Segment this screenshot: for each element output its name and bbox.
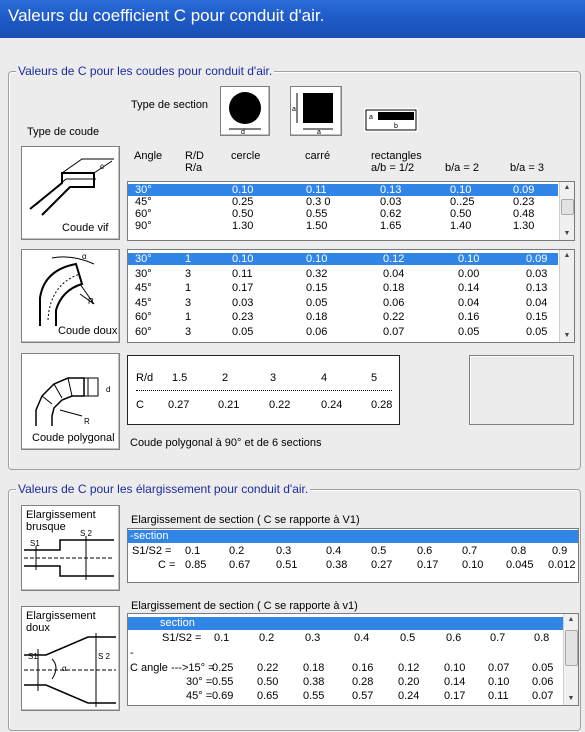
table-cell: 0.4 bbox=[354, 632, 370, 644]
table-cell: 0.38 bbox=[303, 676, 325, 688]
brusque-label-line1: Elargissement bbox=[26, 509, 96, 521]
elargissement-legend: Valeurs de C pour les élargissement pour conduit d'air. bbox=[18, 482, 309, 496]
table-cell: 0.10 bbox=[488, 676, 510, 688]
coude-vif-icon bbox=[22, 147, 117, 217]
table-cell: 1 bbox=[185, 282, 192, 294]
table-cell: 0.3 bbox=[276, 545, 292, 557]
doux-dash-row[interactable] bbox=[128, 647, 578, 659]
polygonal-note: Coude polygonal à 90° et de 6 sections bbox=[130, 437, 322, 449]
row-label: 30° = bbox=[186, 676, 213, 688]
table-cell: 0.03 bbox=[526, 267, 548, 280]
polygonal-values-box bbox=[127, 355, 400, 425]
table-cell: 0.11 bbox=[306, 184, 327, 196]
table-cell: 0.13 bbox=[380, 184, 402, 196]
doux-s1-label: S1 bbox=[28, 652, 38, 661]
table-cell: 3 bbox=[185, 325, 192, 338]
scroll-up-icon[interactable]: ▲ bbox=[563, 184, 571, 191]
table-cell: 0.55 bbox=[306, 208, 328, 220]
section-rect-button[interactable] bbox=[364, 108, 418, 132]
coude-polygonal-label: Coude polygonal bbox=[32, 432, 115, 444]
table-row[interactable] bbox=[128, 326, 558, 338]
brusque-header-row[interactable] bbox=[128, 530, 578, 543]
table-cell: 0.25 bbox=[212, 662, 234, 674]
table-row[interactable] bbox=[128, 662, 578, 675]
coude-doux-button[interactable] bbox=[21, 249, 120, 343]
table-cell: 0.69 bbox=[212, 690, 234, 702]
table-cell: 0.10 bbox=[450, 184, 472, 196]
table-cell: 0.85 bbox=[185, 559, 207, 571]
doux-list[interactable] bbox=[127, 613, 579, 706]
table-cell: 1.30 bbox=[513, 220, 535, 232]
section-circle-button[interactable] bbox=[220, 86, 270, 136]
table-cell: 0.06 bbox=[306, 325, 328, 338]
brusque-s1-label: S1 bbox=[30, 539, 40, 548]
doux-scrollbar[interactable] bbox=[559, 250, 574, 342]
header-angle: Angle bbox=[134, 150, 163, 162]
coude-vif-c-label: c bbox=[100, 162, 104, 171]
header-ba3: b/a = 3 bbox=[510, 162, 544, 174]
brusque-list[interactable] bbox=[127, 528, 579, 583]
table-cell: 1.40 bbox=[450, 220, 472, 232]
table-cell: 0.1 bbox=[185, 545, 201, 557]
table-cell: 1.30 bbox=[232, 220, 254, 232]
table-cell: 3 bbox=[185, 267, 192, 280]
table-cell: 0.10 bbox=[232, 253, 254, 265]
header-ab: a/b = 1/2 bbox=[371, 162, 415, 174]
table-cell: 0.57 bbox=[352, 690, 374, 702]
table-cell: 1 bbox=[185, 253, 192, 265]
table-cell: 0.15 bbox=[526, 311, 548, 323]
table-cell: 0.50 bbox=[232, 208, 254, 220]
table-cell: 0.50 bbox=[257, 676, 279, 688]
coude-doux-alpha-label: α bbox=[82, 252, 87, 261]
table-cell: 3 bbox=[185, 296, 192, 309]
table-cell: 0.48 bbox=[513, 208, 535, 220]
table-cell: 0.10 bbox=[306, 253, 328, 265]
table-cell: 0.28 bbox=[352, 676, 374, 688]
table-row[interactable] bbox=[128, 253, 558, 265]
table-cell: 30° bbox=[135, 267, 152, 280]
table-cell: 60° bbox=[135, 311, 152, 323]
rect-a-label: a bbox=[369, 114, 373, 121]
elargissement-doux-button[interactable] bbox=[21, 606, 120, 711]
table-cell: 0.03 bbox=[232, 296, 254, 309]
polygonal-c-value: 0.22 bbox=[269, 399, 291, 411]
table-cell: 0.22 bbox=[257, 662, 279, 674]
table-row[interactable] bbox=[128, 690, 578, 703]
rectangle-section-icon bbox=[364, 108, 418, 132]
table-cell: 0.7 bbox=[462, 545, 478, 557]
circle-d-label: d bbox=[241, 129, 245, 135]
polygonal-c-value: 0.28 bbox=[371, 399, 393, 411]
doux-dash: - bbox=[130, 647, 134, 659]
polygonal-c-value: 0.24 bbox=[321, 399, 343, 411]
table-cell: 0.23 bbox=[513, 196, 535, 208]
table-cell: 0.14 bbox=[458, 282, 480, 294]
table-row[interactable] bbox=[128, 297, 558, 309]
table-cell: 0.7 bbox=[490, 632, 506, 644]
table-cell: 0.3 bbox=[305, 632, 321, 644]
table-cell: 0.67 bbox=[229, 559, 251, 571]
polygonal-rd-label: R/d bbox=[136, 372, 154, 384]
table-cell: 0.22 bbox=[383, 311, 405, 323]
table-cell: 0.3 0 bbox=[306, 196, 331, 208]
table-cell: 0.05 bbox=[526, 325, 548, 338]
header-cercle: cercle bbox=[231, 150, 261, 162]
header-rd: R/D bbox=[185, 150, 204, 162]
table-cell: 60° bbox=[135, 325, 152, 338]
doux-s-label: S1/S2 = bbox=[162, 632, 202, 644]
table-cell: 0.04 bbox=[526, 296, 548, 309]
table-cell: 60° bbox=[135, 208, 152, 220]
vif-header bbox=[127, 146, 573, 182]
table-cell: 0.1 bbox=[214, 632, 230, 644]
table-cell: 0.50 bbox=[450, 208, 472, 220]
square-a-label-1: a bbox=[292, 106, 296, 113]
coude-doux-r-label: R bbox=[88, 297, 94, 306]
square-section-icon bbox=[291, 87, 341, 135]
table-cell: 0.6 bbox=[417, 545, 433, 557]
table-row[interactable] bbox=[128, 208, 558, 220]
table-cell: 0.5 bbox=[371, 545, 387, 557]
table-cell: 0.20 bbox=[398, 676, 420, 688]
scroll-down-icon[interactable]: ▼ bbox=[567, 695, 575, 702]
polygonal-rd-value: 1.5 bbox=[172, 372, 188, 384]
table-cell: 0.16 bbox=[458, 311, 480, 323]
scroll-thumb[interactable] bbox=[561, 199, 574, 215]
table-cell: 0.012 bbox=[548, 559, 576, 571]
table-cell: 0.12 bbox=[398, 662, 420, 674]
table-cell: 0.18 bbox=[306, 311, 328, 323]
square-a-label-2: a bbox=[317, 129, 321, 135]
table-cell: 0.10 bbox=[462, 559, 484, 571]
table-cell: 0.07 bbox=[488, 662, 510, 674]
table-cell: 0.14 bbox=[444, 676, 466, 688]
coudes-legend: Valeurs de C pour les coudes pour conduit d'air. bbox=[18, 64, 273, 78]
brusque-c-label: C = bbox=[158, 559, 176, 571]
table-cell: 0.04 bbox=[458, 296, 480, 309]
table-cell: 0.11 bbox=[232, 267, 253, 280]
table-row[interactable] bbox=[128, 676, 578, 689]
table-cell: 0.2 bbox=[229, 545, 245, 557]
table-cell: 0.03 bbox=[380, 196, 402, 208]
coude-vif-label: Coude vif bbox=[62, 222, 109, 234]
doux-elarg-scrollbar[interactable] bbox=[563, 614, 578, 705]
table-cell: 0.55 bbox=[303, 690, 325, 702]
table-cell: 0.8 bbox=[511, 545, 527, 557]
header-rectangles: rectangles bbox=[371, 150, 422, 162]
header-ra: R/a bbox=[185, 162, 203, 174]
table-cell: 90° bbox=[135, 220, 152, 232]
table-cell: 0.17 bbox=[417, 559, 439, 571]
table-cell: 0..25 bbox=[450, 196, 475, 208]
polygonal-r-label: R bbox=[84, 417, 90, 426]
circle-section-icon bbox=[221, 87, 269, 135]
table-cell: 0.6 bbox=[446, 632, 462, 644]
type-section-label: Type de section bbox=[131, 99, 209, 111]
doux-alpha-label: α bbox=[62, 664, 67, 673]
table-cell: 0.38 bbox=[326, 559, 348, 571]
polygonal-rd-value: 4 bbox=[321, 372, 328, 384]
table-cell: 0.18 bbox=[303, 662, 325, 674]
table-cell: 0.09 bbox=[526, 253, 548, 265]
section-square-button[interactable] bbox=[290, 86, 342, 136]
scroll-up-icon[interactable]: ▲ bbox=[567, 616, 575, 623]
polygonal-rd-value: 2 bbox=[222, 372, 229, 384]
table-cell: 0.23 bbox=[232, 311, 254, 323]
table-cell: 0.16 bbox=[352, 662, 374, 674]
coude-vif-button[interactable] bbox=[21, 146, 120, 240]
brusque-s-label: S1/S2 = bbox=[132, 545, 172, 557]
polygonal-c-label: C bbox=[136, 399, 144, 411]
table-row[interactable] bbox=[128, 282, 558, 294]
elargissement-doux-icon bbox=[22, 607, 117, 708]
coude-polygonal-button[interactable] bbox=[21, 353, 120, 450]
table-cell: 0.06 bbox=[532, 676, 554, 688]
table-cell: 0.045 bbox=[506, 559, 534, 571]
row-label: C angle --->15° = bbox=[130, 662, 215, 674]
table-cell: 30° bbox=[135, 253, 152, 265]
brusque-caption: Elargissement de section ( C se rapporte à V1) bbox=[131, 514, 360, 526]
table-row[interactable] bbox=[128, 311, 558, 323]
table-cell: 0.05 bbox=[306, 296, 328, 309]
table-cell: 0.24 bbox=[398, 690, 420, 702]
table-cell: 0.51 bbox=[276, 559, 298, 571]
scroll-up-icon[interactable]: ▲ bbox=[563, 252, 571, 259]
table-cell: 0.09 bbox=[513, 184, 535, 196]
table-row[interactable] bbox=[128, 268, 558, 280]
table-cell: 0.62 bbox=[380, 208, 402, 220]
vif-scrollbar[interactable] bbox=[559, 182, 574, 240]
coude-vif-list[interactable] bbox=[127, 181, 575, 241]
table-cell: 0.17 bbox=[444, 690, 466, 702]
table-row[interactable] bbox=[128, 184, 558, 196]
doux-header: section bbox=[160, 617, 195, 629]
brusque-s-row[interactable] bbox=[128, 545, 578, 559]
table-cell: 1 bbox=[185, 311, 192, 323]
table-cell: 0.10 bbox=[232, 184, 254, 196]
coude-doux-list[interactable] bbox=[127, 249, 575, 343]
table-cell: 0.4 bbox=[326, 545, 342, 557]
table-cell: 0.17 bbox=[232, 282, 254, 294]
table-row[interactable] bbox=[128, 196, 558, 208]
doux-header-row[interactable] bbox=[128, 617, 564, 630]
row-label: 45° = bbox=[186, 690, 213, 702]
polygonal-rd-value: 3 bbox=[270, 372, 277, 384]
elargissement-brusque-icon bbox=[22, 506, 117, 588]
table-cell: 1.50 bbox=[306, 220, 328, 232]
polygonal-d-label: d bbox=[106, 385, 111, 394]
coude-polygonal-icon bbox=[22, 354, 117, 430]
scroll-down-icon[interactable]: ▼ bbox=[563, 230, 571, 237]
doux-label-line1: Elargissement bbox=[26, 610, 96, 622]
doux-label-line2: doux bbox=[26, 622, 50, 634]
polygonal-dotted-separator bbox=[136, 390, 392, 391]
elargissement-brusque-button[interactable] bbox=[21, 505, 120, 591]
table-cell: 0.55 bbox=[212, 676, 234, 688]
table-cell: 45° bbox=[135, 196, 152, 208]
table-cell: 0.07 bbox=[532, 690, 554, 702]
table-cell: 0.65 bbox=[257, 690, 279, 702]
table-cell: 0.25 bbox=[232, 196, 254, 208]
rect-b-label: b bbox=[394, 123, 398, 130]
scroll-thumb[interactable] bbox=[565, 630, 578, 666]
polygonal-c-value: 0.27 bbox=[168, 399, 190, 411]
header-ba2: b/a = 2 bbox=[445, 162, 479, 174]
table-cell: 0.11 bbox=[488, 690, 509, 702]
table-row[interactable] bbox=[128, 220, 558, 232]
table-cell: 0.9 bbox=[552, 545, 568, 557]
brusque-label-line2: brusque bbox=[26, 521, 66, 533]
table-cell: 0.5 bbox=[400, 632, 416, 644]
table-cell: 0.8 bbox=[534, 632, 550, 644]
table-cell: 0.07 bbox=[383, 325, 405, 338]
header-carre: carré bbox=[305, 150, 331, 162]
table-cell: 0.04 bbox=[383, 267, 405, 280]
empty-image-frame bbox=[469, 355, 574, 425]
coude-doux-icon bbox=[22, 250, 117, 328]
type-coude-label: Type de coude bbox=[27, 126, 100, 138]
polygonal-c-value: 0.21 bbox=[218, 399, 240, 411]
table-cell: 30° bbox=[135, 184, 152, 196]
polygonal-rd-value: 5 bbox=[371, 372, 378, 384]
table-cell: 0.27 bbox=[371, 559, 393, 571]
table-cell: 0.18 bbox=[383, 282, 405, 294]
doux-s-row[interactable] bbox=[128, 632, 578, 645]
window-title: Valeurs du coefficient C pour conduit d'air. bbox=[8, 6, 325, 25]
table-cell: 0.15 bbox=[306, 282, 328, 294]
table-cell: 0.13 bbox=[526, 282, 548, 294]
table-cell: 0.05 bbox=[232, 325, 254, 338]
title-bar bbox=[0, 0, 585, 38]
brusque-c-row[interactable] bbox=[128, 559, 578, 573]
coude-doux-label: Coude doux bbox=[58, 325, 118, 337]
table-cell: 0.06 bbox=[383, 296, 405, 309]
table-cell: 0.2 bbox=[259, 632, 275, 644]
table-cell: 0.00 bbox=[458, 267, 480, 280]
table-cell: 0.10 bbox=[444, 662, 466, 674]
doux-s2-label: S 2 bbox=[98, 652, 111, 661]
scroll-down-icon[interactable]: ▼ bbox=[563, 332, 571, 339]
table-cell: 45° bbox=[135, 282, 152, 294]
brusque-header: -section bbox=[130, 530, 169, 542]
table-cell: 45° bbox=[135, 296, 152, 309]
table-cell: 0.32 bbox=[306, 267, 328, 280]
table-cell: 0.12 bbox=[383, 253, 405, 265]
table-cell: 1.65 bbox=[380, 220, 402, 232]
table-cell: 0.10 bbox=[458, 253, 480, 265]
table-cell: 0.05 bbox=[458, 325, 480, 338]
table-cell: 0.05 bbox=[532, 662, 554, 674]
brusque-s2-label: S 2 bbox=[80, 529, 93, 538]
doux-caption: Elargissement de section ( C se rapporte à v1) bbox=[131, 600, 358, 612]
